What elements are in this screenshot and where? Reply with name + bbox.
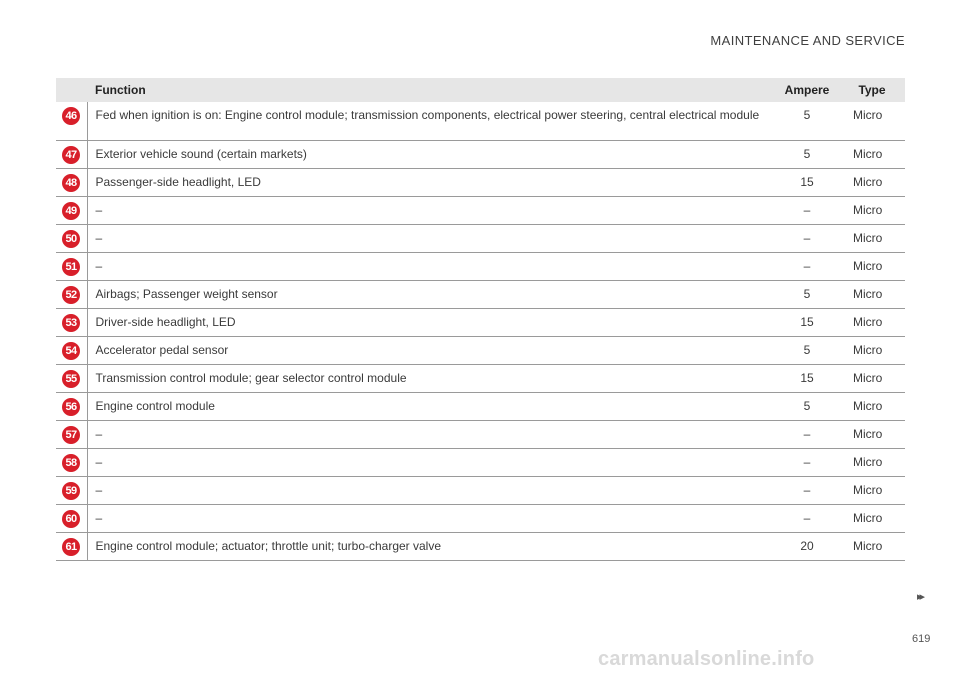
- table-row: [56, 532, 905, 560]
- fuse-number-cell: [56, 308, 87, 336]
- page-number: 619: [912, 633, 931, 645]
- table-row: [56, 102, 905, 140]
- fuse-number-badge: 53: [62, 314, 80, 332]
- watermark-logo: carmanualsonline.info: [598, 648, 815, 670]
- type-cell: Micro: [839, 448, 905, 476]
- fuse-number-cell: [56, 102, 87, 140]
- type-cell: Micro: [839, 224, 905, 252]
- table-header-row: [56, 78, 905, 102]
- table-row: [56, 280, 905, 308]
- ampere-cell: –: [775, 420, 839, 448]
- type-cell: Micro: [839, 168, 905, 196]
- function-cell: –: [87, 224, 775, 252]
- ampere-column-header: Ampere: [784, 83, 830, 97]
- ampere-cell: 5: [775, 102, 839, 140]
- type-cell: Micro: [839, 102, 905, 140]
- ampere-cell: –: [775, 252, 839, 280]
- fuse-number-cell: [56, 532, 87, 560]
- table-row: [56, 224, 905, 252]
- ampere-cell: –: [775, 476, 839, 504]
- fuse-number-badge: 61: [62, 538, 80, 556]
- ampere-cell: 5: [775, 140, 839, 168]
- type-cell: Micro: [839, 336, 905, 364]
- fuse-number-badge: 52: [62, 286, 80, 304]
- function-cell: Passenger-side headlight, LED: [87, 168, 775, 196]
- fuse-number-badge: 48: [62, 174, 80, 192]
- ampere-cell: 5: [775, 280, 839, 308]
- fuse-number-badge: 46: [62, 107, 80, 125]
- ampere-cell: 15: [775, 364, 839, 392]
- table-row: [56, 448, 905, 476]
- ampere-cell: 15: [775, 308, 839, 336]
- fuse-number-cell: [56, 504, 87, 532]
- fuse-number-badge: 57: [62, 426, 80, 444]
- function-cell: Exterior vehicle sound (certain markets): [87, 140, 775, 168]
- ampere-cell: –: [775, 504, 839, 532]
- type-cell: Micro: [839, 196, 905, 224]
- ampere-cell: 5: [775, 392, 839, 420]
- fuse-number-badge: 47: [62, 146, 80, 164]
- table-row: [56, 336, 905, 364]
- type-cell: Micro: [839, 392, 905, 420]
- type-cell: Micro: [839, 476, 905, 504]
- table-row: [56, 252, 905, 280]
- number-column-header: [56, 78, 87, 102]
- function-cell: Fed when ignition is on: Engine control module; transmission components, electrical power steering, central electrical module: [87, 102, 775, 140]
- table-row: [56, 476, 905, 504]
- type-cell: Micro: [839, 364, 905, 392]
- function-cell: Airbags; Passenger weight sensor: [87, 280, 775, 308]
- function-cell: Driver-side headlight, LED: [87, 308, 775, 336]
- continue-arrow-icon: ▸▸: [917, 591, 923, 603]
- function-cell: –: [87, 252, 775, 280]
- table-body: [56, 102, 905, 560]
- type-cell: Micro: [839, 140, 905, 168]
- ampere-cell: –: [775, 224, 839, 252]
- table-row: [56, 140, 905, 168]
- function-cell: –: [87, 196, 775, 224]
- type-cell: Micro: [839, 308, 905, 336]
- table-row: [56, 420, 905, 448]
- type-column-header: Type: [858, 83, 886, 97]
- fuse-number-cell: [56, 336, 87, 364]
- fuse-number-badge: 60: [62, 510, 80, 528]
- fuse-number-cell: [56, 224, 87, 252]
- ampere-cell: 20: [775, 532, 839, 560]
- type-cell: Micro: [839, 420, 905, 448]
- fuse-number-badge: 54: [62, 342, 80, 360]
- table-row: [56, 308, 905, 336]
- function-column-header: Function: [95, 83, 146, 97]
- fuse-number-cell: [56, 196, 87, 224]
- function-cell: –: [87, 420, 775, 448]
- section-title: MAINTENANCE AND SERVICE: [710, 33, 905, 48]
- fuse-number-cell: [56, 420, 87, 448]
- function-cell: Accelerator pedal sensor: [87, 336, 775, 364]
- fuse-number-badge: 50: [62, 230, 80, 248]
- fuse-number-badge: 56: [62, 398, 80, 416]
- table-row: [56, 168, 905, 196]
- fuse-number-badge: 59: [62, 482, 80, 500]
- fuse-number-cell: [56, 168, 87, 196]
- fuse-number-cell: [56, 476, 87, 504]
- function-cell: Engine control module: [87, 392, 775, 420]
- fuse-number-cell: [56, 364, 87, 392]
- table-row: [56, 196, 905, 224]
- ampere-cell: 5: [775, 336, 839, 364]
- type-cell: Micro: [839, 252, 905, 280]
- fuse-table: [56, 78, 905, 561]
- fuse-number-cell: [56, 252, 87, 280]
- type-cell: Micro: [839, 280, 905, 308]
- fuse-number-badge: 55: [62, 370, 80, 388]
- fuse-number-badge: 51: [62, 258, 80, 276]
- function-cell: –: [87, 504, 775, 532]
- fuse-number-badge: 58: [62, 454, 80, 472]
- type-cell: Micro: [839, 532, 905, 560]
- table-row: [56, 364, 905, 392]
- fuse-number-cell: [56, 280, 87, 308]
- table-row: [56, 504, 905, 532]
- function-cell: –: [87, 448, 775, 476]
- fuse-number-cell: [56, 448, 87, 476]
- function-cell: Engine control module; actuator; throttle unit; turbo-charger valve: [87, 532, 775, 560]
- type-cell: Micro: [839, 504, 905, 532]
- ampere-cell: 15: [775, 168, 839, 196]
- fuse-number-cell: [56, 140, 87, 168]
- fuse-number-cell: [56, 392, 87, 420]
- function-cell: Transmission control module; gear selector control module: [87, 364, 775, 392]
- function-cell: –: [87, 476, 775, 504]
- table-row: [56, 392, 905, 420]
- ampere-cell: –: [775, 448, 839, 476]
- fuse-number-badge: 49: [62, 202, 80, 220]
- ampere-cell: –: [775, 196, 839, 224]
